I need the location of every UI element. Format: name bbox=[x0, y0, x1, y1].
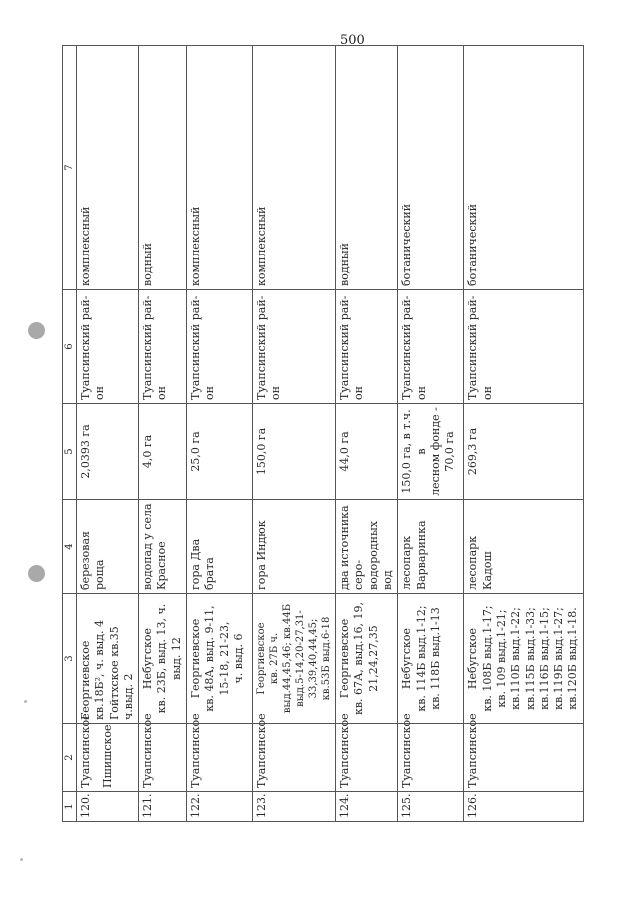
col-header: 7 bbox=[63, 46, 77, 290]
area-cell: 44,0 га bbox=[336, 404, 398, 500]
table-row bbox=[253, 46, 336, 822]
object-name-cell: березовая роща bbox=[77, 500, 139, 594]
table-row bbox=[398, 46, 464, 822]
table-row bbox=[187, 46, 253, 822]
location-cell: Георгиевское кв. 27Б ч. выд.44,45,46; кв.44Б выд.5-14,20-27,31-33,39,40,44,45; кв.53Б выд.6-18 bbox=[253, 594, 336, 724]
table-row bbox=[336, 46, 398, 822]
punch-hole bbox=[28, 565, 45, 582]
col-header: 2 bbox=[63, 724, 77, 792]
area-cell: 269,3 га bbox=[464, 404, 583, 500]
row-number: 120. bbox=[77, 792, 139, 822]
location-cell: Георгиевское кв.18Б², ч. выд. 4 Гойтхское кв.35 ч.выд. 2 bbox=[77, 594, 139, 724]
row-number: 126. bbox=[464, 792, 583, 822]
object-name-cell: лесопарк Варваринка bbox=[398, 500, 464, 594]
protected-areas-table bbox=[62, 45, 584, 822]
location-cell: Небугское кв. 108Б выд.1-17; кв. 109 выд.1-21; кв.110Б выд.1-22; кв.115Б выд.1-33; кв.116Б выд.1-15; кв.119Б выд.1-27; кв.120Б выд.1-18. bbox=[464, 594, 583, 724]
object-name-cell: гора Индюк bbox=[253, 500, 336, 594]
column-number-row bbox=[63, 46, 77, 822]
row-number: 122. bbox=[187, 792, 253, 822]
district-cell: Туапсинский рай- он bbox=[336, 290, 398, 404]
row-number: 121. bbox=[139, 792, 187, 822]
row-number: 123. bbox=[253, 792, 336, 822]
col-header: 3 bbox=[63, 594, 77, 724]
location-cell: Георгиевское кв. 67А, выд.16, 19, 21,24,27,35 bbox=[336, 594, 398, 724]
type-cell: комплексный bbox=[187, 46, 253, 290]
forestry-cell: Туапсинское bbox=[398, 724, 464, 792]
object-name-cell: гора Два брата bbox=[187, 500, 253, 594]
type-cell: комплексный bbox=[253, 46, 336, 290]
col-header: 6 bbox=[63, 290, 77, 404]
forestry-cell: Туапсинское bbox=[464, 724, 583, 792]
object-name-cell: два источника серо- водородных вод bbox=[336, 500, 398, 594]
district-cell: Туапсинский рай- он bbox=[253, 290, 336, 404]
scan-speck bbox=[20, 858, 23, 861]
forestry-cell: Туапсинское bbox=[336, 724, 398, 792]
location-cell: Георгиевское кв. 48А, выд. 9-11, 15-18, 21-23, ч. выд. 6 bbox=[187, 594, 253, 724]
type-cell: комплексный bbox=[77, 46, 139, 290]
district-cell: Туапсинский рай- он bbox=[187, 290, 253, 404]
scan-speck bbox=[24, 700, 27, 703]
area-cell: 150,0 га bbox=[253, 404, 336, 500]
area-cell: 2,0393 га bbox=[77, 404, 139, 500]
type-cell: водный bbox=[336, 46, 398, 290]
location-cell: Небугское кв. 23Б, выд. 13, ч. выд. 12 bbox=[139, 594, 187, 724]
location-cell: Небугское кв. 114Б выд.1-12; кв. 118Б выд.1-13 bbox=[398, 594, 464, 724]
col-header: 4 bbox=[63, 500, 77, 594]
type-cell: ботанический bbox=[398, 46, 464, 290]
district-cell: Туапсинский рай- он bbox=[464, 290, 583, 404]
object-name-cell: лесопарк Кадош bbox=[464, 500, 583, 594]
col-header: 1 bbox=[63, 792, 77, 822]
table-row bbox=[139, 46, 187, 822]
page-number: 500 bbox=[340, 33, 365, 48]
area-cell: 25,0 га bbox=[187, 404, 253, 500]
district-cell: Туапсинский рай- он bbox=[398, 290, 464, 404]
type-cell: ботанический bbox=[464, 46, 583, 290]
area-cell: 150,0 га, в т.ч. в лесном фонде - 70,0 га bbox=[398, 404, 464, 500]
district-cell: Туапсинский рай- он bbox=[77, 290, 139, 404]
forestry-cell: Туапсинское bbox=[187, 724, 253, 792]
forestry-cell: Туапсинское Пшишское bbox=[77, 724, 139, 792]
row-number: 125. bbox=[398, 792, 464, 822]
forestry-cell: Туапсинское bbox=[253, 724, 336, 792]
punch-hole bbox=[28, 322, 45, 339]
forestry-cell: Туапсинское bbox=[139, 724, 187, 792]
object-name-cell: водопад у села Красное bbox=[139, 500, 187, 594]
table-row bbox=[77, 46, 139, 822]
col-header: 5 bbox=[63, 404, 77, 500]
area-cell: 4,0 га bbox=[139, 404, 187, 500]
type-cell: водный bbox=[139, 46, 187, 290]
rotated-table-container bbox=[62, 46, 580, 822]
table-row bbox=[464, 46, 583, 822]
row-number: 124. bbox=[336, 792, 398, 822]
district-cell: Туапсинский рай- он bbox=[139, 290, 187, 404]
